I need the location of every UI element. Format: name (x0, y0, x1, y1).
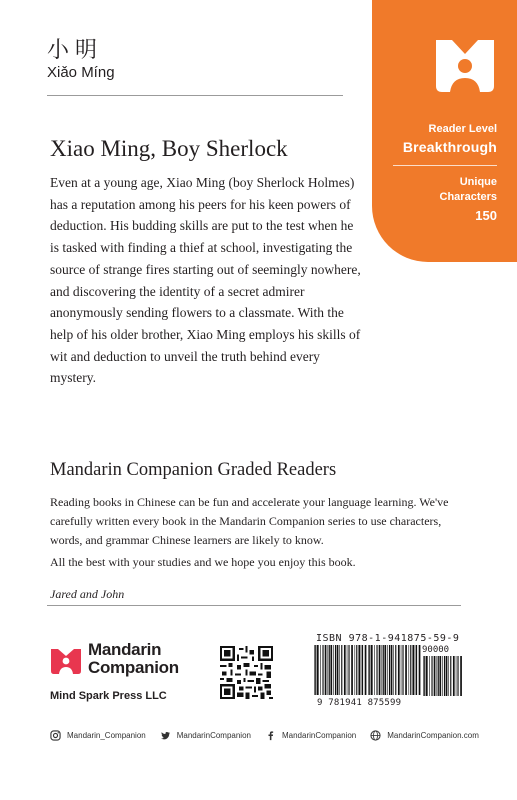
barcode-bar (361, 645, 362, 695)
ean-digits: 9 781941 875599 (317, 698, 402, 708)
barcode-bar (317, 645, 319, 695)
barcode-bar (439, 656, 441, 696)
barcode-bar (426, 656, 428, 696)
barcode-bar (333, 645, 334, 695)
brand-line-1: Mandarin (88, 640, 162, 659)
barcode-bar (347, 645, 348, 695)
barcode-bar (368, 645, 369, 695)
barcode-bar (389, 645, 390, 695)
reader-level-value: Breakthrough (402, 139, 497, 155)
price-code: 90000 (422, 645, 450, 655)
barcode-bar (362, 645, 363, 695)
reader-level-label: Reader Level (428, 123, 497, 135)
barcode-bar (328, 645, 329, 695)
barcode-bar (456, 656, 457, 696)
barcode-bar (457, 656, 458, 696)
barcode-bar (453, 656, 455, 696)
facebook-icon (265, 730, 276, 741)
social-link-instagram[interactable] (50, 730, 146, 741)
barcode-bar (339, 645, 340, 695)
series-paragraph-2: All the best with your studies and we hope you enjoy this book. (50, 555, 356, 569)
signature: Jared and John (50, 587, 125, 601)
barcode-bar (391, 645, 393, 695)
barcode-bar (460, 656, 462, 696)
barcode-bar (356, 645, 357, 695)
unique-characters-label: Unique Characters (439, 176, 497, 203)
social-handle: MandarinCompanion (176, 730, 251, 740)
mandarin-companion-logo-icon (434, 32, 496, 94)
brand-line-2: Companion (88, 658, 179, 677)
barcode-bar (409, 645, 410, 695)
barcode-bar (410, 645, 411, 695)
barcode-bar (383, 645, 384, 695)
barcode-bar (376, 645, 377, 695)
barcode-bar (437, 656, 438, 696)
barcode-bar (371, 645, 373, 695)
pinyin-title: Xiǎo Míng (47, 64, 115, 81)
barcode-bar (325, 645, 327, 695)
barcode-bar (401, 645, 402, 695)
barcode-bar (448, 656, 449, 696)
barcode-bar (358, 645, 360, 695)
barcode-bar (330, 645, 332, 695)
tab-divider (393, 165, 497, 166)
instagram-icon (50, 730, 61, 741)
barcode-bar (442, 656, 443, 696)
qr-code (220, 646, 273, 699)
barcode-bar (351, 645, 353, 695)
divider-top (47, 95, 343, 96)
social-handle: MandarinCompanion.com (387, 730, 479, 740)
barcode-bar (438, 656, 439, 696)
barcode-bar (398, 645, 400, 695)
barcode-bar (382, 645, 383, 695)
social-link-facebook[interactable] (265, 730, 356, 741)
barcode-bar (434, 656, 436, 696)
social-handle: Mandarin_Companion (67, 730, 146, 740)
barcode-bar (424, 656, 425, 696)
barcode-bar (337, 645, 339, 695)
barcode-bar (419, 645, 421, 695)
reader-level-tab (372, 0, 517, 262)
web-icon (370, 730, 381, 741)
barcode-bar (412, 645, 414, 695)
addon-barcode (422, 656, 462, 696)
ean-barcode (313, 645, 423, 695)
barcode-bar (379, 645, 381, 695)
barcode-bar (405, 645, 407, 695)
barcode-bar (416, 645, 417, 695)
barcode-bar (431, 656, 432, 696)
social-link-web[interactable] (370, 730, 479, 741)
book-title: Xiao Ming, Boy Sherlock (50, 136, 288, 161)
unique-characters-value: 150 (475, 208, 497, 223)
social-link-twitter[interactable] (160, 730, 251, 741)
barcode-bar (322, 645, 323, 695)
publisher-name: Mind Spark Press LLC (50, 690, 167, 702)
barcode-bar (341, 645, 342, 695)
barcode-bar (402, 645, 403, 695)
barcode-bar (423, 656, 424, 696)
barcode-bar (395, 645, 396, 695)
barcode-bar (320, 645, 321, 695)
barcode-bar (387, 645, 388, 695)
series-heading: Mandarin Companion Graded Readers (50, 460, 337, 480)
barcode-bar (314, 645, 315, 695)
barcode-bar (365, 645, 367, 695)
social-links (50, 728, 493, 742)
barcode-bar (415, 645, 416, 695)
barcode-bar (344, 645, 346, 695)
barcode-bar (315, 645, 316, 695)
barcode-bar (348, 645, 349, 695)
publisher-brand-name (88, 641, 179, 677)
barcode-bar (444, 656, 445, 696)
isbn-number: ISBN 978-1-941875-59-9 (316, 633, 460, 644)
barcode-bar (393, 645, 394, 695)
barcode-bar (446, 656, 448, 696)
barcode-bar (384, 645, 386, 695)
chinese-title: 小明 (47, 38, 104, 63)
barcode-bar (374, 645, 375, 695)
barcode-bar (335, 645, 336, 695)
twitter-icon (160, 730, 171, 741)
social-handle: MandarinCompanion (281, 730, 357, 740)
barcode-bar (450, 656, 451, 696)
publisher-logo-icon (50, 645, 82, 675)
barcode-bar (355, 645, 356, 695)
divider-bottom (47, 605, 461, 606)
barcode-bar (329, 645, 330, 695)
barcode-bar (429, 656, 430, 696)
series-paragraph-1: Reading books in Chinese can be fun and accelerate your language learning. We've carefully written every book in the Mandarin Companion series to use characters, words, and grammar Chinese learners are likely to know. (50, 495, 449, 547)
book-synopsis: Even at a young age, Xiao Ming (boy Sherlock Holmes) has a reputation among his peers for his keen powers of deduction. His budding skills are put to the test when he is tasked with finding a thief at school, investigating the source of strange fires starting out of seemingly nowhere, and discovering the identity of a secret admirer anonymously sending flowers to a classmate. With the help of his older brother, Xiao Ming employs his skills of wit and deduction to unveil the truth behind every mystery. (50, 175, 361, 386)
barcode-bar (369, 645, 370, 695)
